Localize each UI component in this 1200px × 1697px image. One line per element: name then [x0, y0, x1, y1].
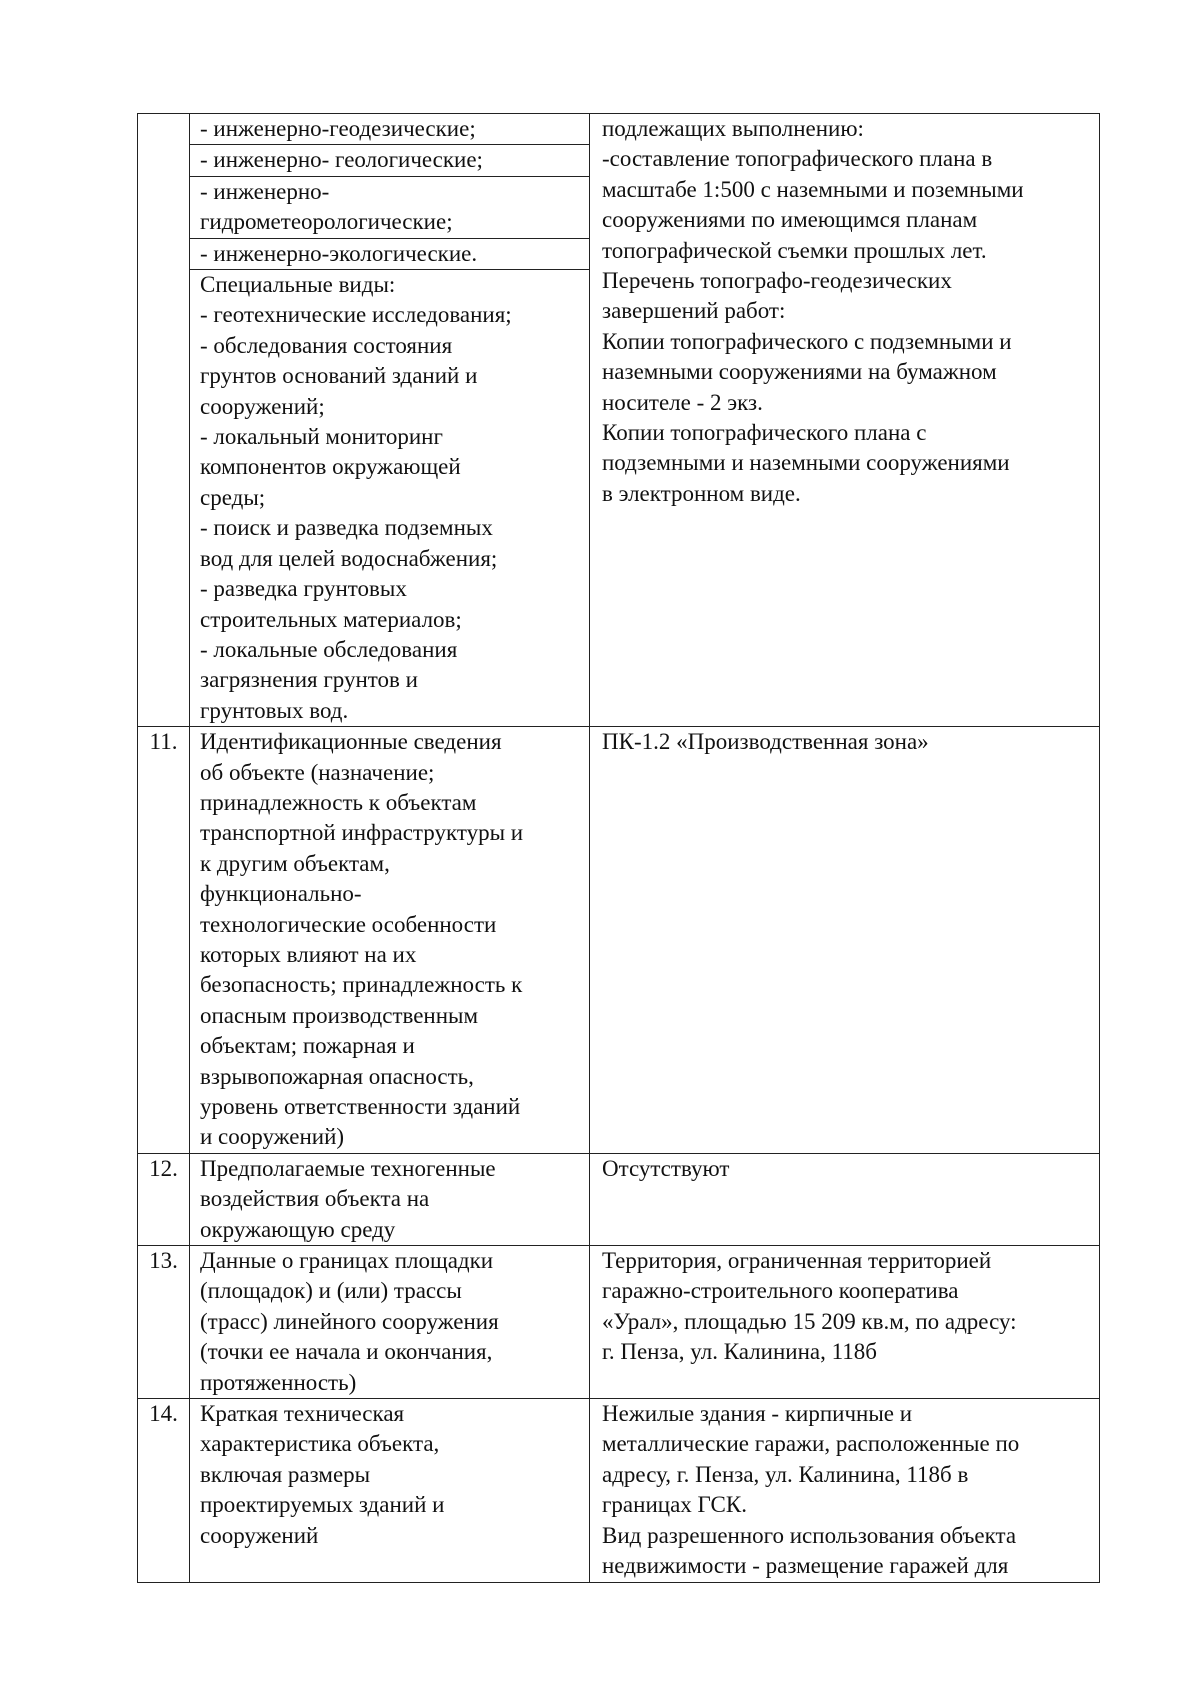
row-number-cell: 13.: [138, 1246, 190, 1399]
table-row: [138, 1246, 1100, 1399]
parameter-cell: Данные о границах площадки (площадок) и (или) трассы (трасс) линейного сооружения (точки ее начала и окончания, протяженность): [190, 1246, 590, 1399]
row-number-cell: [138, 114, 190, 727]
value-cell: Отсутствуют: [590, 1153, 1100, 1245]
row-number-cell: 12.: [138, 1153, 190, 1245]
parameter-cell: Предполагаемые техногенные воздействия объекта на окружающую среду: [190, 1153, 590, 1245]
list-item: - инженерно- гидрометеорологические;: [190, 177, 589, 239]
table-row: [138, 1153, 1100, 1245]
table-row: [138, 114, 1100, 727]
parameter-cell: Идентификационные сведения об объекте (назначение; принадлежность к объектам транспортной инфраструктуры и к другим объектам, функционально- технологические особенности которых влияют на их безопасность; принадлежность к опасным производственным объектам; пожарная и взрывопожарная опасность, уровень ответственности зданий и сооружений): [190, 727, 590, 1154]
parameter-cell: Краткая техническая характеристика объекта, включая размеры проектируемых зданий и сооружений: [190, 1399, 590, 1582]
row-number-cell: 11.: [138, 727, 190, 1154]
row-number-cell: 14.: [138, 1399, 190, 1582]
value-cell: ПК-1.2 «Производственная зона»: [590, 727, 1100, 1154]
value-cell: подлежащих выполнению: -составление топографического плана в масштабе 1:500 с наземными и поземными сооружениями по имеющимся планам топографической съемки прошлых лет. Перечень топографо-геодезических завершений работ: Копии топографического с подземными и наземными сооружениями на бумажном носителе - 2 экз. Копии топографического плана с подземными и наземными сооружениями в электронном виде.: [590, 114, 1100, 727]
value-cell: Территория, ограниченная территорией гаражно-строительного кооператива «Урал», площадью 15 209 кв.м, по адресу: г. Пенза, ул. Калинина, 118б: [590, 1246, 1100, 1399]
special-types-block: Специальные виды: - геотехнические исследования; - обследования состояния грунтов оснований зданий и сооружений; - локальный мониторинг компонентов окружающей среды; - поиск и разведка подземных вод для целей водоснабжения; - разведка грунтовых строительных материалов; - локальные обследования загрязнения грунтов и грунтовых вод.: [200, 272, 512, 723]
list-item: - инженерно-экологические.: [190, 239, 589, 270]
value-cell: Нежилые здания - кирпичные и металлические гаражи, расположенные по адресу, г. Пенза, ул. Калинина, 118б в границах ГСК. Вид разрешенного использования объекта недвижимости - размещение гаражей для: [590, 1399, 1100, 1582]
table-row: [138, 1399, 1100, 1582]
document-page: [137, 113, 1099, 1583]
requirements-table: [137, 113, 1100, 1583]
list-item: - инженерно- геологические;: [190, 145, 589, 176]
parameter-cell: [190, 114, 590, 727]
table-row: [138, 727, 1100, 1154]
list-item: - инженерно-геодезические;: [190, 114, 589, 145]
